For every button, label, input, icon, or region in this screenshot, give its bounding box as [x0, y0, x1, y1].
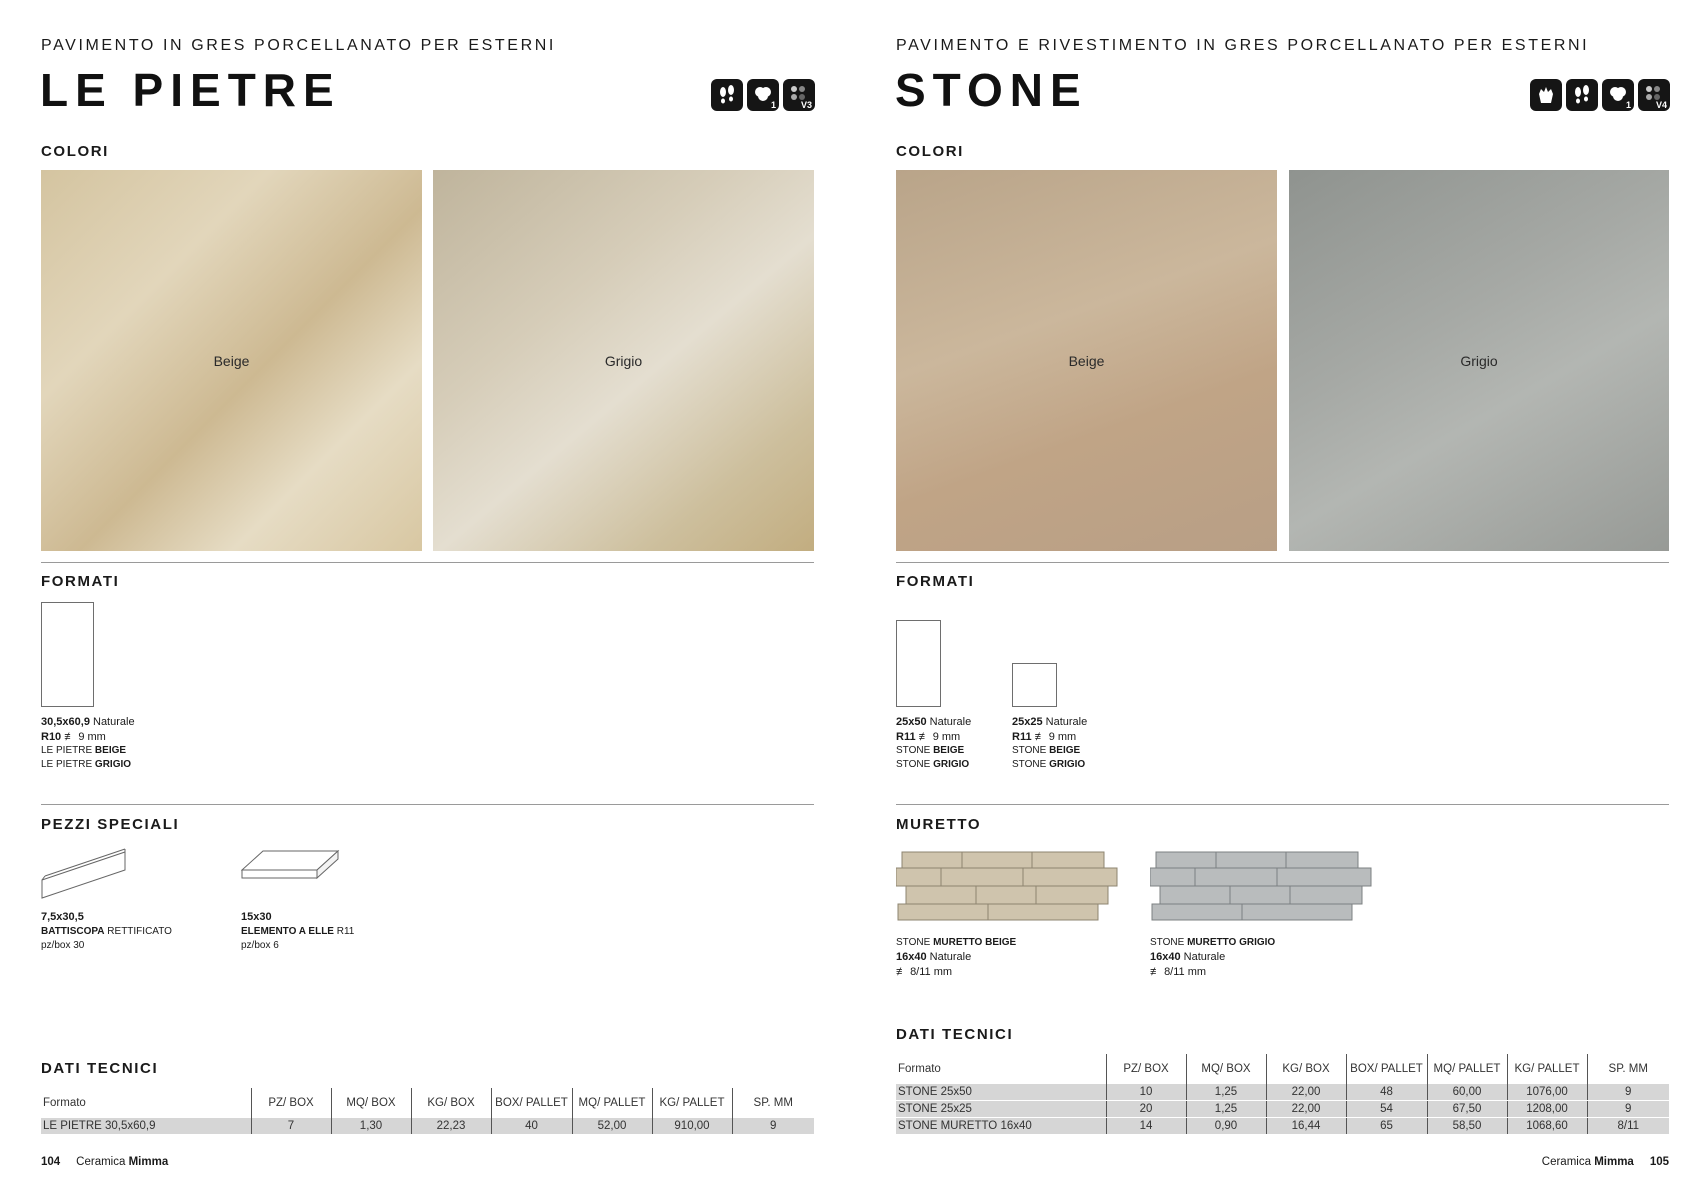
table-header: SP. MM: [732, 1088, 814, 1118]
elemento-a-elle-shape: [241, 848, 341, 900]
right-rule-1: [896, 562, 1669, 563]
thickness-icon: ≢: [918, 730, 930, 743]
table-header: BOX/ PALLET: [1346, 1054, 1427, 1084]
muretto-grigio-size: 16x40: [1150, 951, 1181, 963]
left-pezzo-1-name: BATTISCOPA: [41, 925, 105, 937]
left-pezzo-1-size: 7,5x30,5: [41, 911, 84, 923]
table-header: MQ/ BOX: [331, 1088, 411, 1118]
left-brand-bold: Mimma: [128, 1156, 169, 1168]
right-format-2-prefix2: STONE: [1012, 759, 1047, 770]
table-cell: 8/11: [1587, 1118, 1669, 1135]
left-format-info: [41, 715, 135, 772]
table-row: [896, 1101, 1669, 1118]
table-cell: 22,23: [411, 1118, 491, 1135]
table-header: Formato: [43, 1097, 86, 1109]
table-cell: 7: [251, 1118, 331, 1135]
left-rule-1: [41, 562, 814, 563]
frost-resistant-icon: [1602, 79, 1634, 111]
right-format-1-variant1: BEIGE: [933, 745, 965, 756]
left-pezzi-heading: PEZZI SPECIALI: [41, 816, 180, 833]
wall-tile-icon: [1530, 79, 1562, 111]
right-dati-table: [896, 1054, 1669, 1135]
frost-resistant-label: 1: [1625, 100, 1631, 110]
right-rule-2: [896, 804, 1669, 805]
left-rule-2: [41, 804, 814, 805]
left-icon-strip: [711, 79, 815, 111]
table-header: PZ/ BOX: [251, 1088, 331, 1118]
right-brand-regular: Ceramica: [1541, 1156, 1591, 1168]
left-format-size: 30,5x60,9: [41, 716, 90, 728]
frost-resistant-icon: [747, 79, 779, 111]
left-swatch-beige-label: Beige: [213, 352, 250, 369]
right-format-2-info: [1012, 715, 1087, 772]
right-title: STONE: [895, 64, 1088, 116]
table-header: Formato: [898, 1063, 941, 1075]
table-header: PZ/ BOX: [1106, 1054, 1186, 1084]
muretto-beige-size: 16x40: [896, 951, 927, 963]
right-format-1-info: [896, 715, 971, 772]
left-pezzo-2-name: ELEMENTO A ELLE: [241, 925, 334, 937]
left-dati-table: [41, 1088, 814, 1135]
frost-resistant-label: 1: [770, 100, 776, 110]
muretto-grigio-finish: Naturale: [1183, 951, 1226, 963]
muretto-beige-finish: Naturale: [929, 951, 972, 963]
table-cell: 54: [1346, 1101, 1427, 1118]
footprints-icon: [711, 79, 743, 111]
thickness-icon: ≢: [64, 730, 76, 743]
left-pezzo-2-info: [241, 910, 354, 953]
right-swatch-grigio: [1289, 170, 1669, 551]
left-swatch-grigio-label: Grigio: [604, 352, 643, 369]
shade-variation-icon: [783, 79, 815, 111]
left-pezzo-2-name-rest: R11: [336, 925, 355, 937]
table-row: [896, 1118, 1669, 1135]
table-cell: 1,30: [331, 1118, 411, 1135]
shade-variation-icon: [1638, 79, 1670, 111]
table-cell: 40: [491, 1118, 572, 1135]
muretto-grigio-info: [1150, 936, 1275, 979]
left-subtitle: PAVIMENTO IN GRES PORCELLANATO PER ESTERNI: [41, 37, 556, 54]
muretto-beige-thickness: 8/11 mm: [910, 965, 953, 978]
right-format-2-slip: R11: [1012, 730, 1032, 743]
right-format-1-prefix2: STONE: [896, 759, 931, 770]
table-cell: 1,25: [1186, 1084, 1266, 1101]
muretto-beige-name: MURETTO BEIGE: [933, 937, 1017, 948]
table-cell: 16,44: [1266, 1118, 1346, 1135]
table-cell: 20: [1106, 1101, 1186, 1118]
table-cell: 65: [1346, 1118, 1427, 1135]
table-cell: 9: [1587, 1084, 1669, 1101]
battiscopa-shape: [41, 848, 127, 902]
right-format-1-size: 25x50: [896, 716, 927, 728]
thickness-icon: ≢: [1150, 965, 1161, 978]
right-swatch-beige-label: Beige: [1068, 352, 1105, 369]
table-cell: 1208,00: [1507, 1101, 1587, 1118]
left-format-slip: R10: [41, 730, 62, 743]
table-row: [41, 1118, 814, 1135]
right-swatch-beige: [896, 170, 1277, 551]
right-footer: [1542, 1156, 1669, 1168]
footprints-icon: [1566, 79, 1598, 111]
right-format-2-finish: Naturale: [1045, 716, 1088, 728]
left-pezzo-1-name-rest: RETTIFICATO: [107, 925, 172, 937]
left-swatch-beige: [41, 170, 422, 551]
left-pezzo-2-pack: pz/box 6: [241, 939, 279, 951]
right-format-2-thickness: 9 mm: [1048, 730, 1077, 743]
right-format-2-shape: [1012, 663, 1057, 707]
right-swatch-grigio-label: Grigio: [1460, 352, 1498, 369]
right-colori-heading: COLORI: [896, 143, 964, 160]
left-format-prefix1: LE PIETRE: [41, 745, 93, 756]
right-format-1-variant2: GRIGIO: [933, 759, 970, 770]
table-cell: LE PIETRE 30,5x60,9: [41, 1118, 251, 1135]
table-cell: 1,25: [1186, 1101, 1266, 1118]
table-cell: STONE 25x50: [896, 1084, 1106, 1101]
muretto-grigio-image: [1150, 850, 1372, 922]
left-pezzo-2-size: 15x30: [241, 911, 272, 923]
muretto-grigio-prefix: STONE: [1150, 937, 1185, 948]
right-page-number: 105: [1649, 1156, 1669, 1168]
left-format-prefix2: LE PIETRE: [41, 759, 93, 770]
shade-variation-label: V4: [1655, 100, 1667, 110]
table-cell: STONE 25x25: [896, 1101, 1106, 1118]
left-format-variant2: GRIGIO: [94, 759, 132, 770]
right-format-2-prefix1: STONE: [1012, 745, 1047, 756]
table-cell: 1068,60: [1507, 1118, 1587, 1135]
table-cell: 52,00: [572, 1118, 652, 1135]
right-format-1-prefix1: STONE: [896, 745, 931, 756]
left-swatch-grigio: [433, 170, 814, 551]
right-format-1-thickness: 9 mm: [932, 730, 961, 743]
table-header: MQ/ PALLET: [572, 1088, 652, 1118]
left-formati-heading: FORMATI: [41, 573, 120, 590]
table-cell: 9: [1587, 1101, 1669, 1118]
table-cell: 22,00: [1266, 1084, 1346, 1101]
right-format-1-slip: R11: [896, 730, 916, 743]
right-muretto-heading: MURETTO: [896, 816, 982, 833]
table-header: KG/ PALLET: [1507, 1054, 1587, 1084]
left-footer: [41, 1156, 168, 1168]
right-format-1-shape: [896, 620, 941, 707]
right-formati-heading: FORMATI: [896, 573, 975, 590]
right-brand-bold: Mimma: [1594, 1156, 1634, 1168]
left-pezzo-1-info: [41, 910, 172, 953]
left-brand-regular: Ceramica: [76, 1156, 126, 1168]
left-pezzo-1-pack: pz/box 30: [41, 939, 85, 951]
table-cell: 1076,00: [1507, 1084, 1587, 1101]
right-format-1-finish: Naturale: [929, 716, 972, 728]
table-header: KG/ BOX: [411, 1088, 491, 1118]
right-dati-heading: DATI TECNICI: [896, 1026, 1014, 1043]
left-page-number: 104: [41, 1156, 61, 1168]
muretto-grigio-name: MURETTO GRIGIO: [1187, 937, 1276, 948]
right-icon-strip: [1530, 79, 1670, 111]
right-subtitle: PAVIMENTO E RIVESTIMENTO IN GRES PORCELLANATO PER ESTERNI: [896, 37, 1590, 54]
table-header: KG/ PALLET: [652, 1088, 732, 1118]
table-cell: 0,90: [1186, 1118, 1266, 1135]
table-header: BOX/ PALLET: [491, 1088, 572, 1118]
table-header: KG/ BOX: [1266, 1054, 1346, 1084]
right-format-2-variant1: BEIGE: [1049, 745, 1081, 756]
table-header: SP. MM: [1587, 1054, 1669, 1084]
left-format-thickness: 9 mm: [78, 730, 106, 743]
table-cell: 9: [732, 1118, 814, 1135]
right-format-2-size: 25x25: [1012, 716, 1043, 728]
table-cell: 60,00: [1427, 1084, 1507, 1101]
muretto-beige-info: [896, 936, 1016, 979]
muretto-grigio-thickness: 8/11 mm: [1164, 965, 1207, 978]
table-header: MQ/ BOX: [1186, 1054, 1266, 1084]
table-cell: 67,50: [1427, 1101, 1507, 1118]
table-cell: 10: [1106, 1084, 1186, 1101]
left-colori-heading: COLORI: [41, 143, 109, 160]
right-format-2-variant2: GRIGIO: [1049, 759, 1086, 770]
table-cell: 14: [1106, 1118, 1186, 1135]
table-header: MQ/ PALLET: [1427, 1054, 1507, 1084]
table-cell: 910,00: [652, 1118, 732, 1135]
muretto-beige-prefix: STONE: [896, 937, 931, 948]
left-title: LE PIETRE: [40, 64, 341, 116]
left-format-shape: [41, 602, 94, 707]
table-cell: 58,50: [1427, 1118, 1507, 1135]
table-cell: STONE MURETTO 16x40: [896, 1118, 1106, 1135]
table-cell: 48: [1346, 1084, 1427, 1101]
thickness-icon: ≢: [1034, 730, 1046, 743]
left-format-variant1: BEIGE: [94, 745, 127, 756]
muretto-beige-image: [896, 850, 1118, 922]
thickness-icon: ≢: [896, 965, 907, 978]
table-cell: 22,00: [1266, 1101, 1346, 1118]
left-format-finish: Naturale: [93, 716, 135, 728]
table-row: [896, 1084, 1669, 1101]
shade-variation-label: V3: [800, 100, 812, 110]
left-dati-heading: DATI TECNICI: [41, 1060, 159, 1077]
